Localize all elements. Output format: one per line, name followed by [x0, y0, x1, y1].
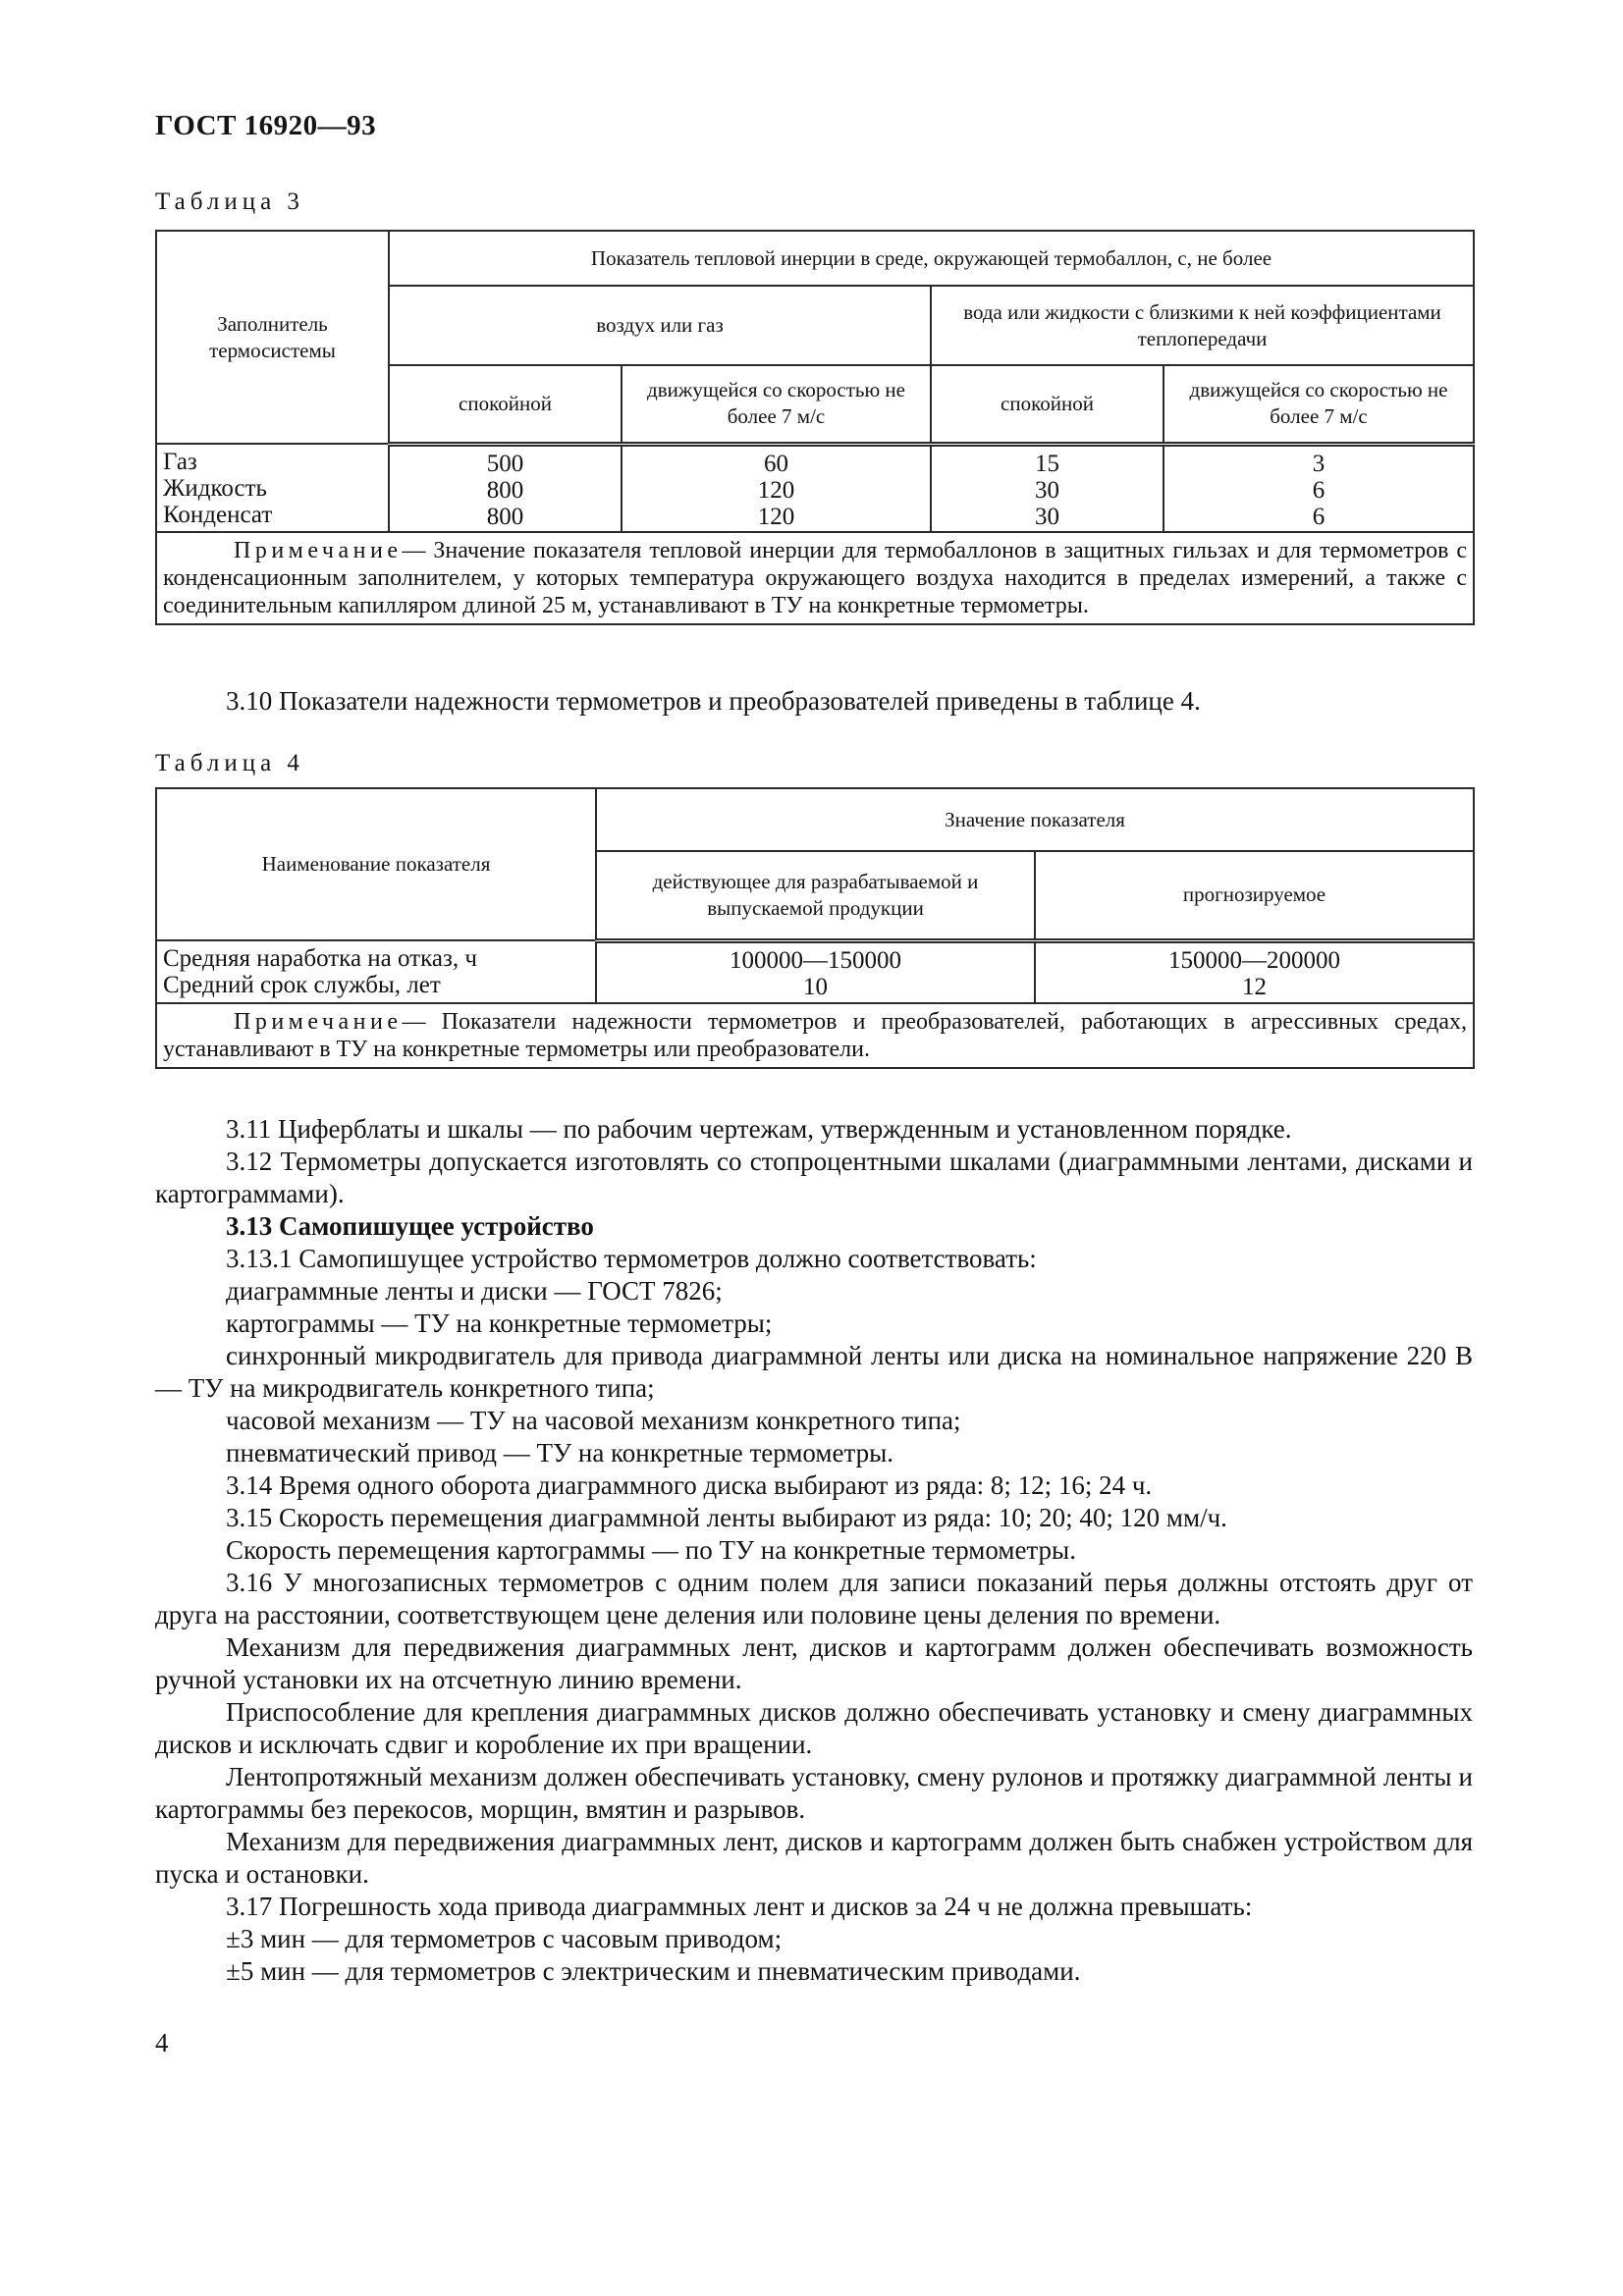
list-item: диаграммные ленты и диски — ГОСТ 7826; [226, 1276, 723, 1306]
table-cell: 100000—150000 [730, 946, 901, 974]
table3-caption: Таблица 3 [155, 188, 304, 215]
paragraph: 3.13.1 Самопишущее устройство термометров должно соответствовать: [226, 1244, 1037, 1273]
table-cell: 150000—200000 [1168, 946, 1340, 974]
table3-water-calm-values [931, 444, 1163, 532]
table4-sub-forecast: прогнозируемое [1035, 851, 1474, 940]
table-cell: 12 [1242, 973, 1267, 1000]
table4-caption: Таблица 4 [155, 750, 304, 776]
table3-sub-air-calm: спокойной [389, 365, 622, 444]
table4-names [156, 940, 596, 1003]
paragraph: 3.15 Скорость перемещения диаграммной ленты выбирают из ряда: 10; 20; 40; 120 мм/ч. [226, 1503, 1227, 1532]
table3-sub-air-moving: движущейся со скоростью не более 7 м/с [622, 365, 931, 444]
table4-current-values [596, 940, 1035, 1003]
table-cell: 30 [1035, 476, 1059, 504]
table4-col-main: Наименование показателя [156, 788, 596, 940]
list-item: ±3 мин — для термометров с часовым приводом; [226, 1924, 783, 1953]
table4-data-row [156, 940, 1474, 1003]
table-cell: Газ [163, 449, 197, 475]
table3-names [156, 444, 389, 532]
document-header: ГОСТ 16920—93 [155, 110, 377, 141]
table-cell: 800 [486, 476, 524, 504]
paragraph: 3.10 Показатели надежности термометров и преобразователей приведены в таблице 4. [226, 686, 1201, 716]
paragraph: 3.14 Время одного оборота диаграммного диска выбирают из ряда: 8; 12; 16; 24 ч. [226, 1470, 1153, 1500]
page-number: 4 [155, 2028, 169, 2057]
paragraph: 3.12 Термометры допускается изготовлять со стопроцентными шкалами (диаграммными лентами, дисками и картограммами). [155, 1147, 1473, 1208]
table3 [155, 230, 1475, 625]
list-item: ±5 мин — для термометров с электрическим и пневматическим приводами. [226, 1956, 1081, 1986]
table-cell: Средняя наработка на отказ, ч [163, 945, 477, 972]
paragraph: Лентопротяжный механизм должен обеспечивать установку, смену рулонов и протяжку диаграммной ленты и картограммы без перекосов, морщин, вмятин и разрывов. [155, 1762, 1473, 1824]
table3-air-moving-values [622, 444, 931, 532]
table-cell: 30 [1035, 503, 1059, 530]
table-cell: 6 [1312, 476, 1325, 504]
table3-sub-water-moving: движущейся со скоростью не более 7 м/с [1163, 365, 1474, 444]
table3-col-main: Заполнитель термосистемы [156, 231, 389, 444]
table3-group-header: Показатель тепловой инерции в среде, окружающей термобаллон, с, не более [389, 231, 1474, 286]
paragraph: Скорость перемещения картограммы — по ТУ на конкретные термометры. [226, 1535, 1076, 1565]
table-cell: 15 [1035, 450, 1059, 477]
table3-water-header: вода или жидкости с близкими к ней коэффициентами теплопередачи [931, 286, 1474, 365]
table-cell: 6 [1312, 503, 1325, 530]
table4-note [156, 1003, 1474, 1068]
note-label: Примечание [234, 538, 403, 563]
table-cell: 120 [757, 503, 795, 530]
table3-data-row [156, 444, 1474, 532]
body-text [155, 1113, 1473, 1988]
paragraph: Механизм для передвижения диаграммных лент, дисков и картограмм должен быть снабжен устройством для пуска и остановки. [155, 1827, 1473, 1889]
table-cell: 500 [486, 450, 524, 477]
table-cell: 3 [1312, 450, 1325, 477]
list-item: часовой механизм — ТУ на часовой механизм конкретного типа; [226, 1406, 961, 1435]
list-item: синхронный микродвигатель для привода диаграммной ленты или диска на номинальное напряжение 220 В — ТУ на микродвигатель конкретного типа; [155, 1341, 1473, 1403]
list-item: пневматический привод — ТУ на конкретные термометры. [226, 1438, 894, 1468]
table-cell: 800 [486, 503, 524, 530]
table3-sub-water-calm: спокойной [931, 365, 1163, 444]
table3-note [156, 532, 1474, 624]
table-cell: Жидкость [163, 475, 267, 502]
table-cell: 120 [757, 476, 795, 504]
table4-forecast-values [1035, 940, 1474, 1003]
paragraph: Механизм для передвижения диаграммных лент, дисков и картограмм должен обеспечивать возможность ручной установки их на отсчетную линию времени. [155, 1632, 1473, 1694]
para-3-10-block [155, 685, 1473, 718]
table4-group-header: Значение показателя [596, 788, 1474, 851]
paragraph: 3.11 Циферблаты и шкалы — по рабочим чертежам, утвержденным и установленном порядке. [226, 1114, 1292, 1144]
paragraph: Приспособление для крепления диаграммных дисков должно обеспечивать установку и смену диаграммных дисков и исключать сдвиг и коробление их при вращении. [155, 1697, 1473, 1759]
table-cell: Конденсат [163, 502, 273, 528]
table-cell: 60 [764, 450, 788, 477]
section-heading: 3.13 Самопишущее устройство [226, 1211, 594, 1241]
note-text: — Показатели надежности термометров и преобразователей, работающих в агрессивных средах, устанавливают в ТУ на конкретные термометры или преобразователи. [163, 1009, 1468, 1062]
table3-air-header: воздух или газ [389, 286, 931, 365]
table-cell: Средний срок службы, лет [163, 972, 441, 998]
table3-water-moving-values [1163, 444, 1474, 532]
table4 [155, 787, 1475, 1069]
paragraph: 3.16 У многозаписных термометров с одним полем для записи показаний перья должны отстоять друг от друга на расстоянии, соответствующем цене деления или половине цены деления по времени. [155, 1568, 1473, 1629]
list-item: картограммы — ТУ на конкретные термометры; [226, 1308, 773, 1338]
table3-air-calm-values [389, 444, 622, 532]
table4-sub-current: действующее для разрабатываемой и выпускаемой продукции [596, 851, 1035, 940]
note-text: — Значение показателя тепловой инерции для термобаллонов в защитных гильзах и для термометров с конденсационным заполнителем, у которых температура окружающего воздуха находится в пределах измерений, а также с соединительным капилляром длиной 25 м, устанавливают в ТУ на конкретные термометры. [163, 538, 1467, 618]
table-cell: 10 [803, 973, 828, 1000]
paragraph: 3.17 Погрешность хода привода диаграммных лент и дисков за 24 ч не должна превышать: [226, 1892, 1253, 1921]
note-label: Примечание [234, 1009, 403, 1035]
